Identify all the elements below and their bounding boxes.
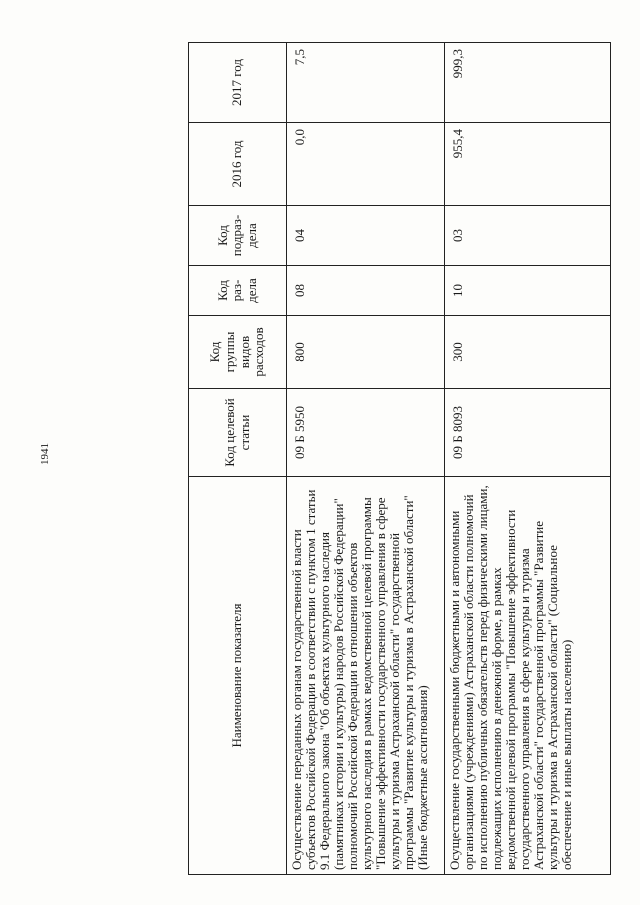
row-section: 08 [287,266,445,316]
row-name: Осуществление переданных органам государственной власти субъектов Российской Федерации в соответствии с пунктом 1 статьи 9.1 Федерального закона "Об объектах культурного наследия (памятниках истории и культуры) народов Российской Федерации" полномочий Российской Федерации в отношении объектов культурного наследия в рамках ведомственной целевой программы "Повышение эффективности государственного управления в сфере культуры и туризма Астраханской области" государственной программы "Развитие культуры и туризма в Астраханской области" (Иные бюджетные ассигнования) [287,477,445,875]
row-subsection: 03 [445,206,611,266]
row-2017-value: 999,3 [445,43,611,123]
header-section: Код раз-дела [189,266,287,316]
header-subsection: Код подраз-дела [189,206,287,266]
header-target-code: Код целевой статьи [189,389,287,477]
header-2016: 2016 год [189,123,287,206]
row-target-code: 09 Б 8093 [445,389,611,477]
row-target-code: 09 Б 5950 [287,389,445,477]
table-row [287,43,445,875]
row-expense-group: 800 [287,316,445,389]
table-row [445,43,611,875]
budget-table [188,42,611,875]
page-number-text: 1941 [39,443,51,465]
row-expense-group: 300 [445,316,611,389]
table-header-row [189,43,287,875]
row-2017-value: 7,5 [287,43,445,123]
row-2016-value: 955,4 [445,123,611,206]
page-number [34,434,56,474]
header-2017: 2017 год [189,43,287,123]
header-expense-group: Код группы видов расходов [189,316,287,389]
row-section: 10 [445,266,611,316]
row-name: Осуществление государственными бюджетными и автономными организациями (учреждениями) Астраханской области полномочий по исполнению публичных обязательств перед физическими лицами, подлежащих исполнению в денежной форме, в рамках ведомственной целевой программы "Повышение эффективности государственного управления в сфере культуры и туризма Астраханской области" государственной программы "Развитие культуры и туризма в Астраханской области" (Социальное обеспечение и иные выплаты населению) [445,477,611,875]
row-2016-value: 0,0 [287,123,445,206]
header-name: Наименование показателя [189,477,287,875]
row-subsection: 04 [287,206,445,266]
budget-table-rotated [188,43,610,875]
